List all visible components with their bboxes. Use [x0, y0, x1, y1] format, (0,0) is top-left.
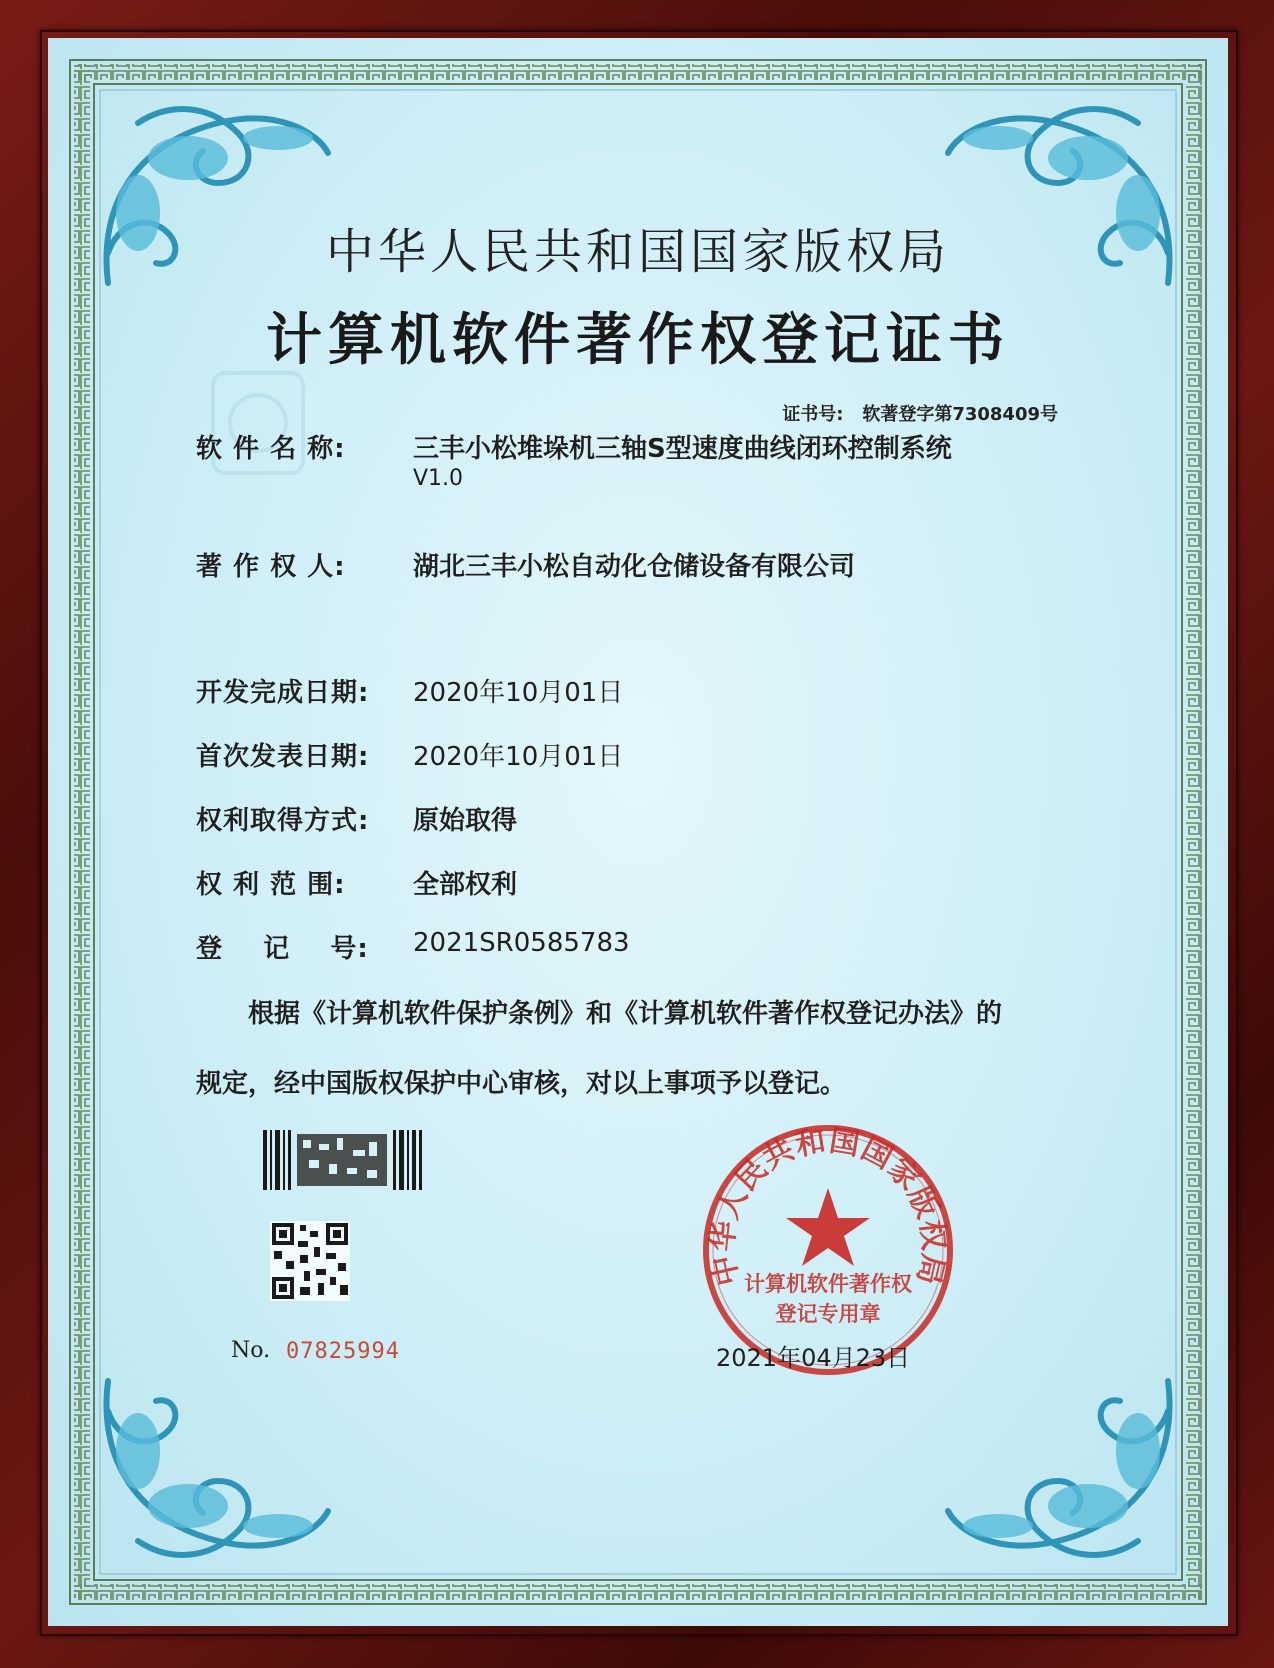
- scope-value: 全部权利: [413, 870, 518, 900]
- seal-line-2: 登记专用章: [775, 1302, 881, 1326]
- certificate-title: 计算机软件著作权登记证书: [266, 308, 1010, 373]
- legal-line-2: 规定，经中国版权保护中心审核，对以上事项予以登记。: [196, 1069, 847, 1099]
- owner-value: 湖北三丰小松自动化仓储设备有限公司: [413, 552, 856, 582]
- reg-no-value: 2021SR0585783: [413, 928, 630, 958]
- acquire-label: 权利取得方式:: [196, 806, 370, 836]
- seal-ring-text: 中华人民共和国国家版权局: [705, 1123, 951, 1289]
- serial-number-label: No.: [231, 1338, 271, 1363]
- serial-number-value: 07825994: [286, 1339, 400, 1364]
- cert-number-label: 证书号:: [782, 404, 844, 425]
- reg-no-label: 登 记 号:: [196, 934, 369, 964]
- barcode-icon: [263, 1130, 425, 1190]
- cert-number-value: 软著登字第7308409号: [862, 404, 1058, 425]
- software-version-value: V1.0: [413, 466, 464, 491]
- certificate-number: [782, 400, 1058, 426]
- publish-date-label: 首次发表日期:: [196, 742, 370, 772]
- issue-date: 2021年04月23日: [716, 1344, 911, 1372]
- dev-date-label: 开发完成日期:: [196, 678, 370, 708]
- publish-date-value: 2020年10月01日: [413, 742, 624, 772]
- scope-label: 权 利 范 围:: [196, 870, 346, 900]
- qr-code-icon: [270, 1221, 350, 1301]
- corner-ornament-bottom-right: [928, 1351, 1198, 1581]
- acquire-value: 原始取得: [413, 806, 518, 836]
- software-name-label: 软 件 名 称:: [196, 434, 346, 464]
- dev-date-value: 2020年10月01日: [413, 678, 624, 708]
- owner-label: 著 作 权 人:: [196, 552, 346, 582]
- legal-line-1: 根据《计算机软件保护条例》和《计算机软件著作权登记办法》的: [248, 999, 1003, 1029]
- corner-ornament-bottom-left: [78, 1351, 348, 1581]
- issuer-title: 中华人民共和国国家版权局: [325, 224, 950, 280]
- seal-line-1: 计算机软件著作权: [744, 1272, 912, 1296]
- software-name-value: 三丰小松堆垛机三轴S型速度曲线闭环控制系统: [413, 434, 952, 464]
- certificate-paper: [48, 38, 1228, 1626]
